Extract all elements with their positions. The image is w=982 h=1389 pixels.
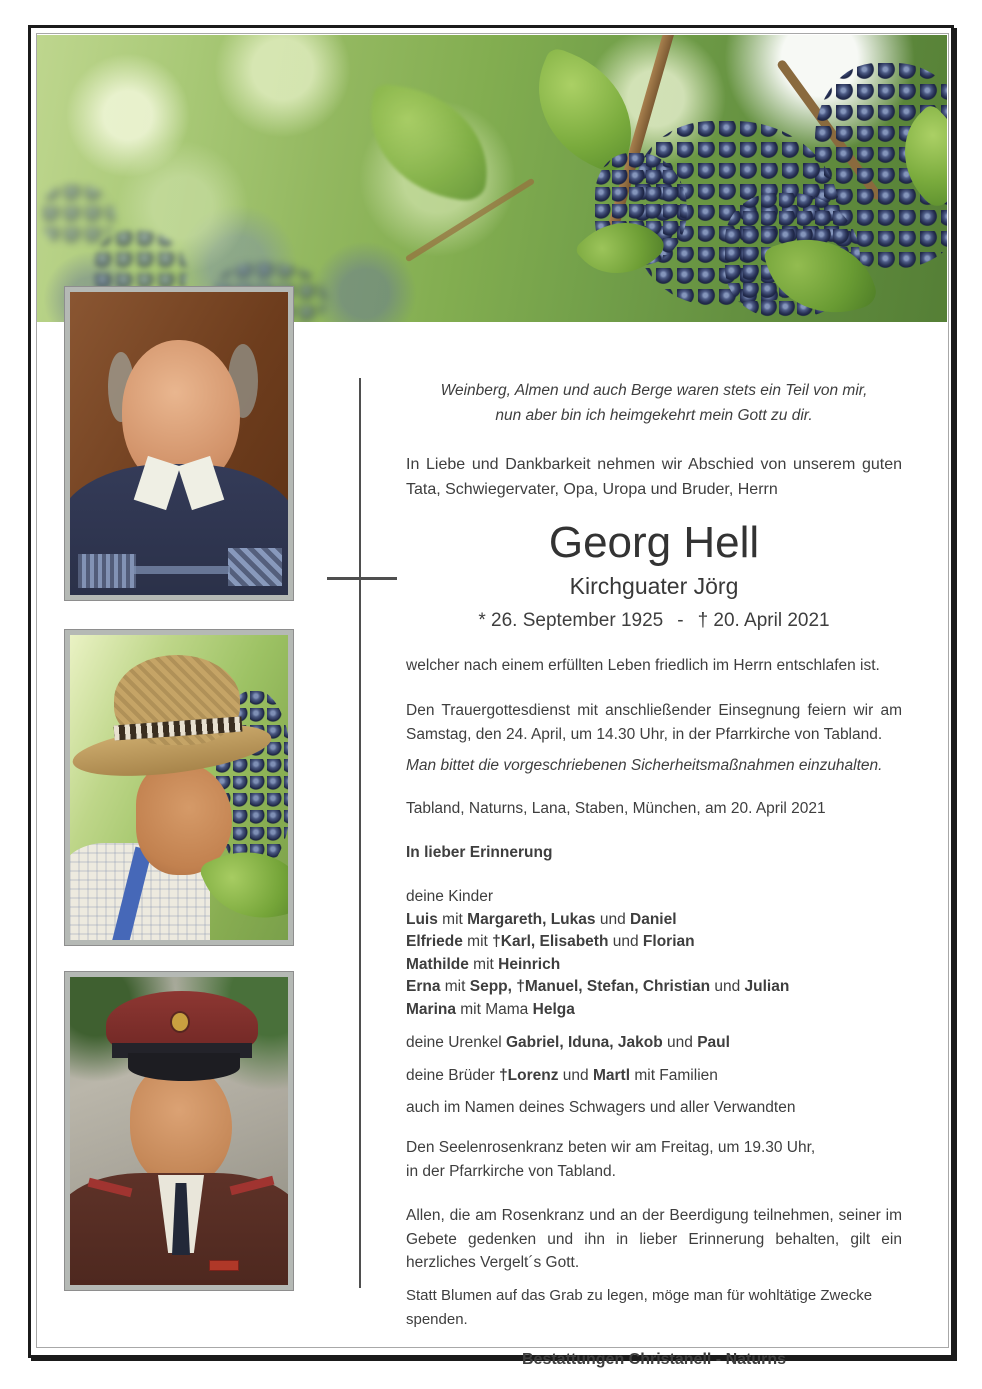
- date-separator: -: [677, 610, 684, 631]
- rosary-paragraph: [406, 1136, 902, 1184]
- death-date: † 20. April 2021: [697, 610, 830, 631]
- obituary-text-column: [406, 375, 902, 1372]
- deceased-name: Georg Hell: [548, 518, 760, 567]
- family-line: Luis mit Margareth, Lukas und Daniel: [406, 910, 677, 928]
- birth-death-dates: [406, 608, 902, 634]
- grape-cluster: [43, 185, 115, 247]
- photo-detail: [128, 1053, 240, 1081]
- funeral-service-paragraph: Den Trauergottesdienst mit anschließender Einsegnung feiern wir am Samstag, den 24. April, um 14.30 Uhr, in der Pfarrkirche von Tabland.: [406, 702, 902, 743]
- cross-divider-horizontal-line: [327, 577, 397, 580]
- vine-leaf: [360, 83, 497, 203]
- safety-note: Man bittet die vorgeschriebenen Sicherheitsmaßnahmen einzuhalten.: [406, 757, 883, 774]
- photo-detail: [134, 566, 230, 574]
- family-line: Elfriede mit †Karl, Elisabeth und Florian: [406, 933, 695, 950]
- photo-detail: [130, 1063, 232, 1187]
- vineyard-banner-photo: [37, 35, 947, 322]
- cross-divider-vertical-line: [359, 378, 361, 1288]
- photo-detail: [228, 548, 282, 586]
- deceased-house-name: Kirchguater Jörg: [569, 573, 739, 599]
- great-grandchildren-line: deine Urenkel Gabriel, Iduna, Jakob und Paul: [406, 1034, 730, 1051]
- portrait-photo-elderly-man: [65, 287, 293, 600]
- quote-line: Weinberg, Almen und auch Berge waren stets ein Teil von mir,: [440, 382, 868, 399]
- relatives-line: auch im Namen deines Schwagers und aller Verwandten: [406, 1099, 796, 1116]
- rosary-line: in der Pfarrkirche von Tabland.: [406, 1163, 616, 1180]
- family-line: Mathilde mit Heinrich: [406, 955, 561, 973]
- rosary-line: Den Seelenrosenkranz beten wir am Freitag, um 19.30 Uhr,: [406, 1139, 816, 1156]
- thanks-paragraph: Allen, die am Rosenkranz und an der Beerdigung teilnehmen, seiner im Gebete gedenken und ihn in lieber Erinnerung behalten, gilt ein herzliches Vergelt´s Gott.: [406, 1207, 902, 1271]
- passing-paragraph: welcher nach einem erfüllten Leben friedlich im Herrn entschlafen ist.: [406, 657, 880, 674]
- memory-heading: In lieber Erinnerung: [406, 844, 553, 861]
- intro-paragraph: In Liebe und Dankbarkeit nehmen wir Abschied von unserem guten Tata, Schwiegervater, Opa, Uropa und Bruder, Herrn: [406, 456, 902, 498]
- quote-line: nun aber bin ich heimgekehrt mein Gott zu dir.: [495, 407, 813, 424]
- family-list: [406, 886, 902, 1021]
- donation-note: Statt Blumen auf das Grab zu legen, möge man für wohltätige Zwecke spenden.: [406, 1286, 873, 1328]
- portrait-photo-man-uniform: [65, 972, 293, 1290]
- cap-badge: [172, 1013, 188, 1031]
- family-line: Erna mit Sepp, †Manuel, Stefan, Christian und Julian: [406, 978, 790, 995]
- family-line: Marina mit Mama Helga: [406, 1000, 575, 1018]
- funeral-home-name: Bestattungen Christanell - Naturns: [521, 1350, 787, 1368]
- portrait-photo-man-straw-hat: [65, 630, 293, 945]
- photo-detail: [78, 554, 136, 588]
- memorial-quote: [406, 378, 902, 428]
- places-date-line: Tabland, Naturns, Lana, Staben, München, am 20. April 2021: [406, 800, 826, 817]
- birth-date: * 26. September 1925: [478, 610, 664, 631]
- children-label: deine Kinder: [406, 888, 494, 905]
- brothers-line: deine Brüder †Lorenz und Martl mit Familien: [406, 1067, 718, 1084]
- photo-detail: [210, 1261, 238, 1270]
